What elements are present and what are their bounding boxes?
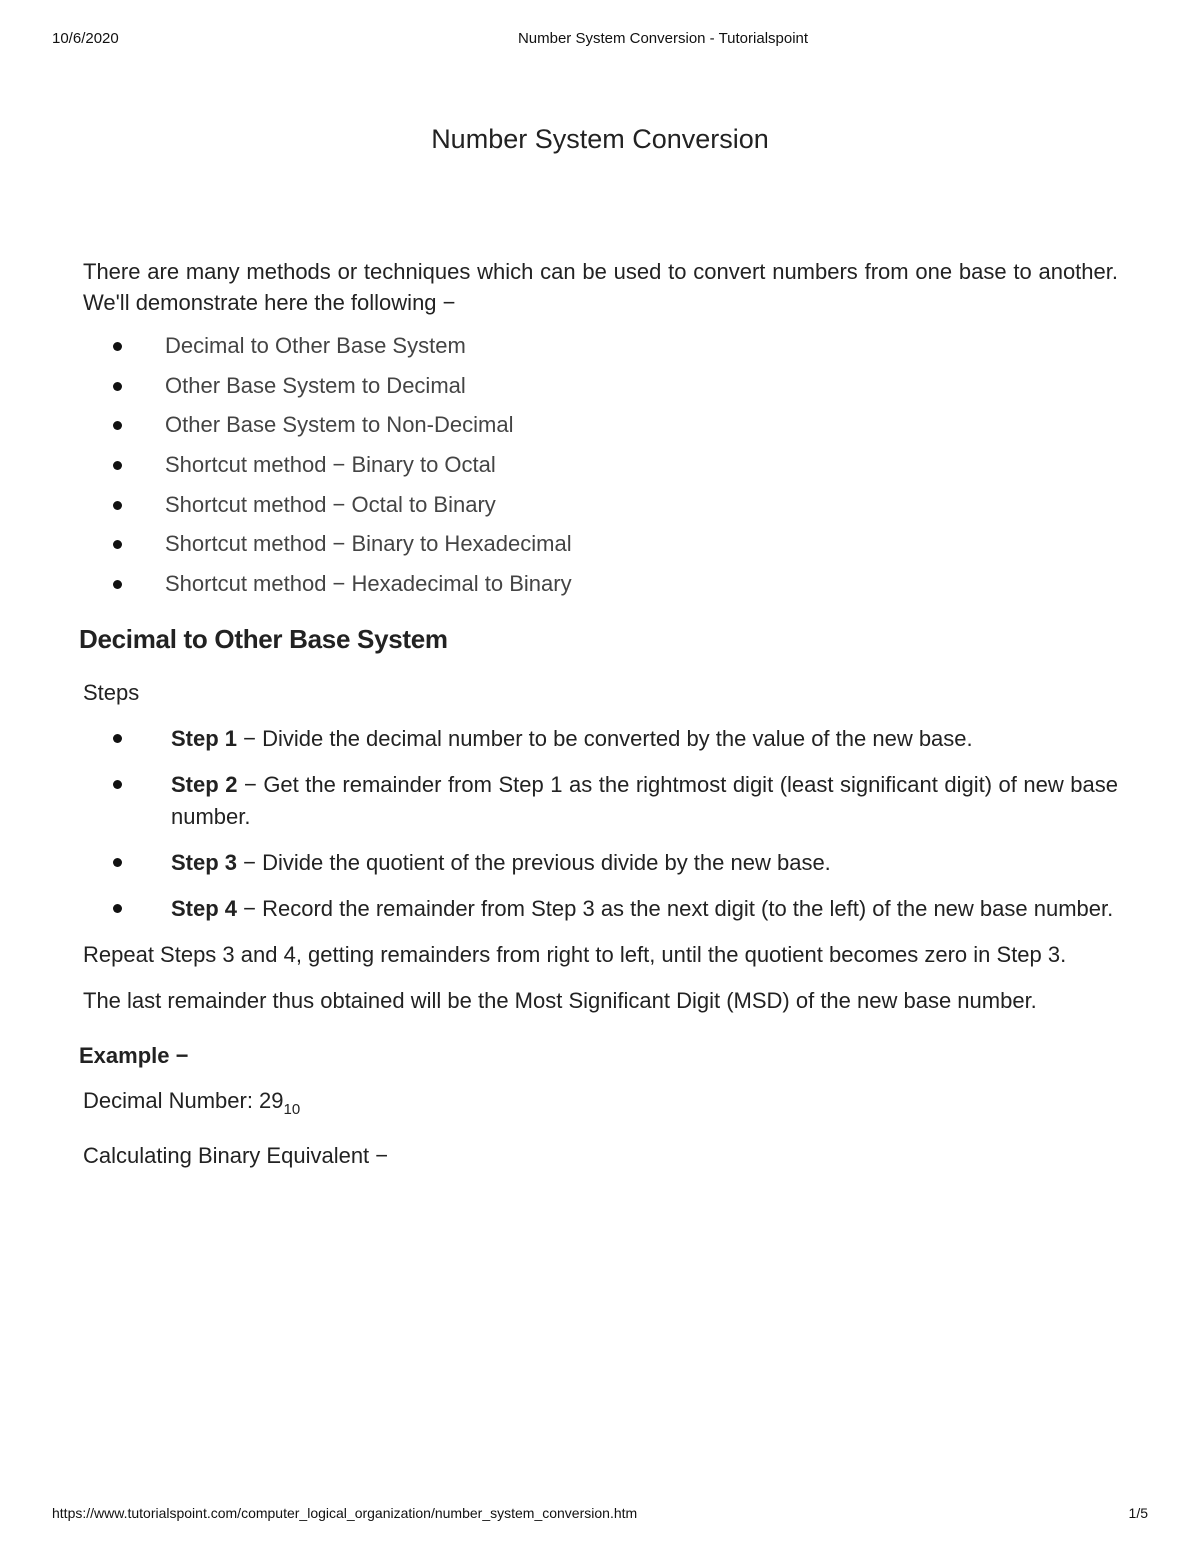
bullet-icon: [113, 858, 122, 867]
print-page-title: Number System Conversion - Tutorialspoint: [517, 30, 809, 47]
example-heading: Example −: [79, 1043, 189, 1069]
toc-item[interactable]: [83, 530, 1118, 558]
bullet-icon: [113, 540, 122, 549]
steps-list: [83, 723, 1118, 925]
toc-item[interactable]: [83, 451, 1118, 479]
msd-paragraph: The last remainder thus obtained will be the Most Significant Digit (MSD) of the new base number.: [83, 988, 1037, 1014]
decimal-number-line: [83, 1085, 1118, 1126]
page-title: Number System Conversion: [431, 124, 769, 154]
article-body: [79, 256, 1118, 1186]
step-text: − Record the remainder from Step 3 as the next digit (to the left) of the new base number.: [237, 896, 1114, 922]
toc-item-label: Decimal to Other Base System: [165, 333, 466, 358]
step-label: Step 4: [171, 896, 238, 922]
step-item: [83, 769, 1118, 833]
step-text: − Divide the decimal number to be converted by the value of the new base.: [237, 726, 973, 752]
print-url: https://www.tutorialspoint.com/computer_logical_organization/number_system_conversion.htm: [52, 1505, 638, 1521]
toc-item-label: Shortcut method − Octal to Binary: [165, 491, 496, 517]
bullet-icon: [113, 734, 122, 743]
section-heading: Decimal to Other Base System: [79, 624, 448, 655]
bullet-icon: [113, 580, 122, 589]
step-label: Step 3: [171, 850, 238, 876]
toc-item-label: Other Base System to Non-Decimal: [165, 412, 514, 438]
toc-item-label: Shortcut method − Hexadecimal to Binary: [165, 571, 572, 597]
toc-item[interactable]: [83, 491, 1118, 519]
repeat-paragraph: Repeat Steps 3 and 4, getting remainders from right to left, until the quotient becomes zero in Step 3.: [83, 942, 1067, 968]
step-label: Step 2: [171, 772, 238, 798]
toc-item-label: Shortcut method − Binary to Hexadecimal: [165, 531, 572, 557]
bullet-icon: [113, 780, 122, 789]
bullet-icon: [113, 382, 122, 391]
bullet-icon: [113, 342, 122, 351]
steps-label: Steps: [83, 680, 140, 706]
toc-item-label: Shortcut method − Binary to Octal: [165, 452, 496, 478]
toc-item[interactable]: [83, 570, 1118, 598]
bullet-icon: [113, 461, 122, 470]
bullet-icon: [113, 421, 122, 430]
print-date: 10/6/2020: [52, 30, 119, 47]
toc-item-label: Other Base System to Decimal: [165, 372, 466, 398]
step-item: [83, 893, 1118, 925]
decimal-number-label: Decimal Number: 29: [83, 1088, 284, 1114]
bullet-icon: [113, 501, 122, 510]
toc-item[interactable]: [83, 411, 1118, 439]
step-item: [83, 723, 1118, 755]
calculating-line: Calculating Binary Equivalent −: [83, 1143, 389, 1169]
decimal-number-base: 10: [283, 1101, 301, 1119]
toc-item[interactable]: [83, 332, 1118, 360]
step-text: − Divide the quotient of the previous divide by the new base.: [237, 850, 831, 876]
toc-list: [83, 332, 1118, 598]
intro-paragraph: There are many methods or techniques which can be used to convert numbers from one base to another. We'll demonstrate here the following −: [83, 259, 1118, 315]
step-text: − Get the remainder from Step 1 as the rightmost digit (least significant digit) of new base number.: [171, 772, 1118, 830]
print-page-number: 1/5: [1128, 1505, 1148, 1521]
step-label: Step 1: [171, 726, 238, 752]
toc-item[interactable]: [83, 372, 1118, 400]
step-item: [83, 847, 1118, 879]
bullet-icon: [113, 904, 122, 913]
